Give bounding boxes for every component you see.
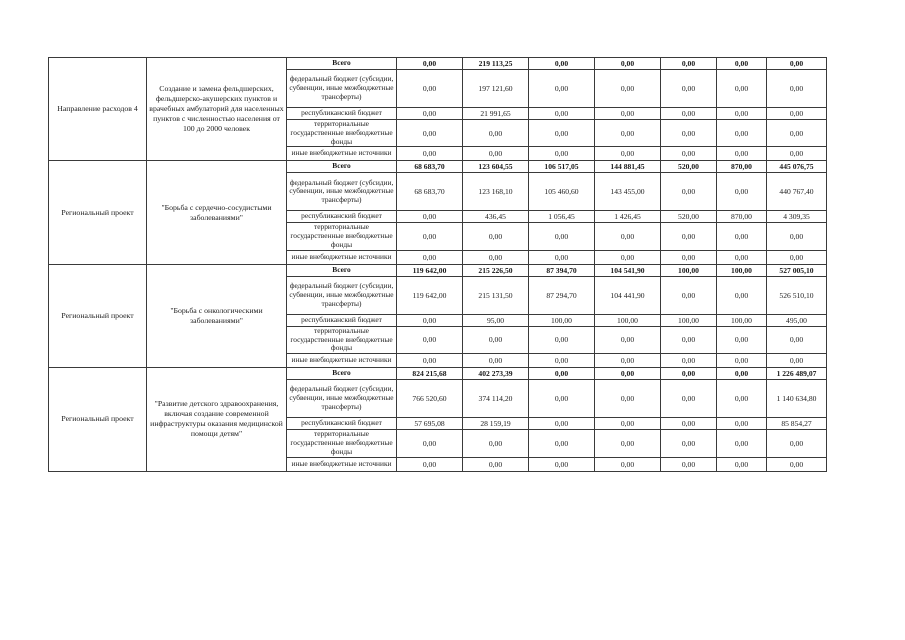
funding-source: иные внебюджетные источники — [287, 147, 397, 161]
amount-cell: 0,00 — [767, 108, 827, 120]
amount-cell: 0,00 — [529, 223, 595, 250]
amount-cell: 0,00 — [595, 58, 661, 70]
section-goal: Создание и замена фельдшерских, фельдшерско-акушерских пунктов и врачебных амбулаторий для населенных пунктов с численностью населения от 100 до 2000 человек — [147, 58, 287, 161]
amount-cell: 119 642,00 — [397, 264, 463, 276]
amount-cell: 104 541,90 — [595, 264, 661, 276]
amount-cell: 0,00 — [397, 147, 463, 161]
amount-cell: 0,00 — [595, 368, 661, 380]
amount-cell: 85 854,27 — [767, 418, 827, 430]
amount-cell: 0,00 — [717, 120, 767, 147]
amount-cell: 0,00 — [717, 380, 767, 418]
amount-cell: 402 273,39 — [463, 368, 529, 380]
amount-cell: 0,00 — [595, 250, 661, 264]
amount-cell: 520,00 — [661, 161, 717, 173]
amount-cell: 28 159,19 — [463, 418, 529, 430]
amount-cell: 0,00 — [661, 70, 717, 108]
amount-cell: 0,00 — [767, 430, 827, 457]
amount-cell: 520,00 — [661, 211, 717, 223]
funding-source: федеральный бюджет (субсидии, субвенции, иные межбюджетные трансферты) — [287, 380, 397, 418]
amount-cell: 0,00 — [397, 108, 463, 120]
amount-cell: 0,00 — [717, 354, 767, 368]
amount-cell: 0,00 — [661, 276, 717, 314]
amount-cell: 0,00 — [767, 326, 827, 353]
amount-cell: 527 005,10 — [767, 264, 827, 276]
amount-cell: 68 683,70 — [397, 173, 463, 211]
amount-cell: 0,00 — [595, 120, 661, 147]
amount-cell: 4 309,35 — [767, 211, 827, 223]
funding-source: федеральный бюджет (субсидии, субвенции, иные межбюджетные трансферты) — [287, 276, 397, 314]
amount-cell: 0,00 — [767, 250, 827, 264]
amount-cell: 0,00 — [661, 430, 717, 457]
table-row — [49, 368, 827, 380]
amount-cell: 0,00 — [397, 457, 463, 471]
amount-cell: 0,00 — [595, 457, 661, 471]
amount-cell: 0,00 — [463, 354, 529, 368]
funding-source: территориальные государственные внебюджетные фонды — [287, 326, 397, 353]
amount-cell: 0,00 — [529, 418, 595, 430]
amount-cell: 870,00 — [717, 161, 767, 173]
amount-cell: 0,00 — [661, 354, 717, 368]
amount-cell: 0,00 — [463, 250, 529, 264]
amount-cell: 0,00 — [397, 223, 463, 250]
amount-cell: 1 426,45 — [595, 211, 661, 223]
amount-cell: 0,00 — [463, 457, 529, 471]
table-row — [49, 264, 827, 276]
amount-cell: 870,00 — [717, 211, 767, 223]
funding-source: иные внебюджетные источники — [287, 250, 397, 264]
amount-cell: 0,00 — [767, 58, 827, 70]
amount-cell: 0,00 — [463, 147, 529, 161]
amount-cell: 0,00 — [717, 418, 767, 430]
section-name: Региональный проект — [49, 264, 147, 367]
amount-cell: 0,00 — [529, 380, 595, 418]
amount-cell: 215 226,50 — [463, 264, 529, 276]
table-body — [49, 58, 827, 472]
amount-cell: 0,00 — [397, 58, 463, 70]
amount-cell: 123 168,10 — [463, 173, 529, 211]
amount-cell: 0,00 — [463, 223, 529, 250]
amount-cell: 0,00 — [717, 368, 767, 380]
amount-cell: 1 140 634,80 — [767, 380, 827, 418]
amount-cell: 0,00 — [767, 457, 827, 471]
amount-cell: 0,00 — [397, 250, 463, 264]
amount-cell: 95,00 — [463, 314, 529, 326]
amount-cell: 0,00 — [397, 326, 463, 353]
amount-cell: 0,00 — [529, 457, 595, 471]
amount-cell: 106 517,05 — [529, 161, 595, 173]
table-row — [49, 161, 827, 173]
amount-cell: 0,00 — [529, 250, 595, 264]
amount-cell: 215 131,50 — [463, 276, 529, 314]
amount-cell: 0,00 — [595, 354, 661, 368]
amount-cell: 0,00 — [661, 108, 717, 120]
amount-cell: 68 683,70 — [397, 161, 463, 173]
amount-cell: 0,00 — [661, 250, 717, 264]
amount-cell: 119 642,00 — [397, 276, 463, 314]
amount-cell: 100,00 — [661, 314, 717, 326]
funding-source: иные внебюджетные источники — [287, 354, 397, 368]
funding-source: республиканский бюджет — [287, 211, 397, 223]
amount-cell: 0,00 — [717, 173, 767, 211]
amount-cell: 1 056,45 — [529, 211, 595, 223]
amount-cell: 0,00 — [661, 120, 717, 147]
amount-cell: 526 510,10 — [767, 276, 827, 314]
amount-cell: 100,00 — [529, 314, 595, 326]
amount-cell: 21 991,65 — [463, 108, 529, 120]
amount-cell: 0,00 — [529, 108, 595, 120]
amount-cell: 824 215,68 — [397, 368, 463, 380]
amount-cell: 0,00 — [661, 223, 717, 250]
amount-cell: 87 294,70 — [529, 276, 595, 314]
amount-cell: 100,00 — [717, 264, 767, 276]
amount-cell: 0,00 — [661, 457, 717, 471]
funding-source: федеральный бюджет (субсидии, субвенции, иные межбюджетные трансферты) — [287, 173, 397, 211]
amount-cell: 0,00 — [529, 58, 595, 70]
amount-cell: 0,00 — [717, 58, 767, 70]
amount-cell: 0,00 — [717, 70, 767, 108]
amount-cell: 1 226 489,07 — [767, 368, 827, 380]
amount-cell: 436,45 — [463, 211, 529, 223]
amount-cell: 57 695,08 — [397, 418, 463, 430]
amount-cell: 0,00 — [397, 120, 463, 147]
funding-source: республиканский бюджет — [287, 108, 397, 120]
amount-cell: 0,00 — [529, 120, 595, 147]
funding-source: республиканский бюджет — [287, 314, 397, 326]
amount-cell: 0,00 — [595, 147, 661, 161]
amount-cell: 440 767,40 — [767, 173, 827, 211]
amount-cell: 0,00 — [717, 250, 767, 264]
amount-cell: 374 114,20 — [463, 380, 529, 418]
amount-cell: 0,00 — [595, 380, 661, 418]
amount-cell: 0,00 — [717, 430, 767, 457]
amount-cell: 0,00 — [661, 147, 717, 161]
amount-cell: 0,00 — [595, 108, 661, 120]
amount-cell: 0,00 — [767, 223, 827, 250]
amount-cell: 104 441,90 — [595, 276, 661, 314]
section-goal: "Развитие детского здравоохранения, включая создание современной инфраструктуры оказания медицинской помощи детям" — [147, 368, 287, 471]
amount-cell: 0,00 — [661, 173, 717, 211]
amount-cell: 105 460,60 — [529, 173, 595, 211]
amount-cell: 0,00 — [397, 70, 463, 108]
amount-cell: 87 394,70 — [529, 264, 595, 276]
funding-source: федеральный бюджет (субсидии, субвенции, иные межбюджетные трансферты) — [287, 70, 397, 108]
amount-cell: 100,00 — [717, 314, 767, 326]
amount-cell: 0,00 — [397, 430, 463, 457]
amount-cell: 0,00 — [717, 276, 767, 314]
amount-cell: 197 121,60 — [463, 70, 529, 108]
section-name: Региональный проект — [49, 161, 147, 264]
amount-cell: 144 881,45 — [595, 161, 661, 173]
funding-source: Всего — [287, 368, 397, 380]
amount-cell: 0,00 — [595, 430, 661, 457]
amount-cell: 445 076,75 — [767, 161, 827, 173]
amount-cell: 0,00 — [463, 120, 529, 147]
amount-cell: 0,00 — [661, 326, 717, 353]
section-goal: "Борьба с сердечно-сосудистыми заболеваниями" — [147, 161, 287, 264]
funding-source: Всего — [287, 58, 397, 70]
amount-cell: 0,00 — [529, 326, 595, 353]
amount-cell: 0,00 — [463, 430, 529, 457]
amount-cell: 0,00 — [717, 108, 767, 120]
amount-cell: 0,00 — [529, 430, 595, 457]
section-name: Региональный проект — [49, 368, 147, 471]
amount-cell: 219 113,25 — [463, 58, 529, 70]
amount-cell: 0,00 — [767, 70, 827, 108]
amount-cell: 766 520,60 — [397, 380, 463, 418]
amount-cell: 0,00 — [767, 354, 827, 368]
amount-cell: 100,00 — [661, 264, 717, 276]
funding-source: территориальные государственные внебюджетные фонды — [287, 223, 397, 250]
amount-cell: 0,00 — [717, 147, 767, 161]
amount-cell: 0,00 — [661, 368, 717, 380]
funding-source: территориальные государственные внебюджетные фонды — [287, 430, 397, 457]
amount-cell: 123 604,55 — [463, 161, 529, 173]
amount-cell: 0,00 — [717, 457, 767, 471]
amount-cell: 0,00 — [463, 326, 529, 353]
amount-cell: 143 455,00 — [595, 173, 661, 211]
funding-source: республиканский бюджет — [287, 418, 397, 430]
amount-cell: 0,00 — [717, 326, 767, 353]
amount-cell: 0,00 — [595, 418, 661, 430]
funding-source: территориальные государственные внебюджетные фонды — [287, 120, 397, 147]
funding-source: Всего — [287, 161, 397, 173]
amount-cell: 0,00 — [529, 70, 595, 108]
amount-cell: 0,00 — [595, 326, 661, 353]
amount-cell: 0,00 — [529, 368, 595, 380]
amount-cell: 0,00 — [767, 120, 827, 147]
section-name: Направление расходов 4 — [49, 58, 147, 161]
funding-source: иные внебюджетные источники — [287, 457, 397, 471]
amount-cell: 100,00 — [595, 314, 661, 326]
amount-cell: 0,00 — [595, 223, 661, 250]
amount-cell: 0,00 — [529, 354, 595, 368]
amount-cell: 0,00 — [397, 314, 463, 326]
funding-source: Всего — [287, 264, 397, 276]
amount-cell: 0,00 — [661, 58, 717, 70]
budget-table — [48, 57, 827, 472]
table-row — [49, 58, 827, 70]
amount-cell: 0,00 — [595, 70, 661, 108]
section-goal: "Борьба с онкологическими заболеваниями" — [147, 264, 287, 367]
amount-cell: 0,00 — [397, 211, 463, 223]
amount-cell: 495,00 — [767, 314, 827, 326]
amount-cell: 0,00 — [717, 223, 767, 250]
amount-cell: 0,00 — [661, 418, 717, 430]
amount-cell: 0,00 — [661, 380, 717, 418]
amount-cell: 0,00 — [529, 147, 595, 161]
amount-cell: 0,00 — [397, 354, 463, 368]
amount-cell: 0,00 — [767, 147, 827, 161]
